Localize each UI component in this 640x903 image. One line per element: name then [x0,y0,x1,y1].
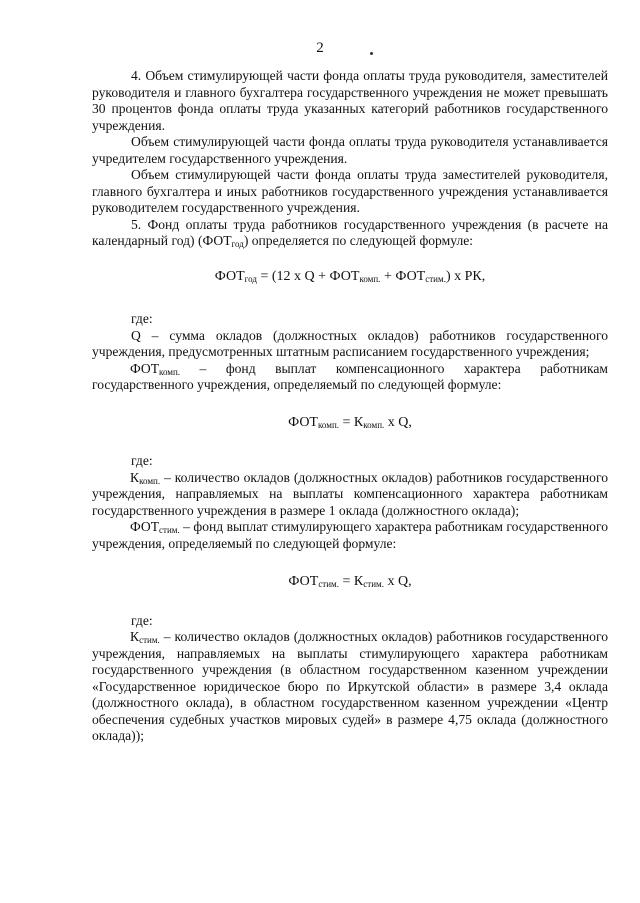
scan-mark [370,52,373,55]
formula-fot-komp [92,415,608,432]
f1-sub-komp: комп. [359,273,381,284]
where-label-1: где: [131,311,153,326]
f1-sub-god: год [244,273,257,284]
paragraph-head-stimulus: Объем стимулирующей части фонда оплаты труда руководителя устанавливается учредителем государственного учреждения. [92,134,608,166]
definition-q: Q – сумма окладов (должностных окладов) работников государственного учреждения, предусмотренных штатным расписанием государственного учреждения; [92,327,608,359]
where-label-2: где: [131,453,153,468]
f1-part2: ) х РК, [445,268,486,284]
definition-k-stim [92,629,608,745]
f3-rest: х Q, [383,574,412,589]
d-k-komp-sub: комп. [139,475,161,486]
f2-fot: ФОТ [288,414,318,430]
formula-fot-stim [92,574,608,591]
definition-fot-stim [92,519,608,552]
f3-k: К [353,574,364,589]
f2-sub: комп. [318,419,340,430]
f2-k: К [353,414,364,430]
definition-k-komp [92,470,608,520]
d-k-komp-term: К [130,469,140,485]
paragraph-item-4: 4. Объем стимулирующей части фонда оплаты труда руководителя, заместителей руководителя и главного бухгалтера государственного учреждения не может превышать 30 процентов фонда оплаты труда указанных категорий работников государственного учреждения. [92,68,608,133]
f1-part1: = (12 х Q + [256,268,330,284]
definition-fot-komp [92,361,608,394]
f2-sub-k: комп. [363,419,385,430]
p5-text-a: 5. Фонд оплаты труда работников государственного учреждения (в расчете на календарный год) ( [92,216,608,248]
d-fot-stim-term: ФОТ [130,519,160,534]
f1-plus: + [380,268,396,284]
f3-sub-k: стим. [363,579,384,589]
page-number: 2 [316,40,324,56]
d-k-stim-text: – количество окладов (должностных окладов) работников государственного учреждения, направляемых на выплаты стимулирующего характера работникам государственного учреждения (в областном государственном казенном учреждении «Государственное юридическое бюро по Иркутской области» в размере 3,4 оклада (должностного оклада), в областном государственном казенном учреждении «Центр обеспечения судебных участков мировых судей» в размере 4,75 оклада (должностного оклада)); [92,629,608,743]
f1-fot2: ФОТ [329,268,360,284]
f2-eq: = [339,414,354,430]
d-fot-komp-term: ФОТ [130,360,160,376]
f3-sub: стим. [318,579,340,589]
d-k-stim-term: К [130,629,140,644]
p5-text-b: ) определяется по следующей формуле: [243,233,474,248]
document-body [92,68,608,745]
p5-fot: ФОТ [202,233,232,248]
d-fot-komp-text: – фонд выплат компенсационного характера работникам государственного учреждения, определяемый по следующей формуле: [92,360,608,392]
f3-fot: ФОТ [288,574,319,589]
f2-rest: х Q, [384,414,412,430]
d-k-stim-sub: стим. [139,635,160,645]
p5-fot-sub: год [231,239,244,249]
formula-fot-year [92,269,608,286]
f1-sub-stim: стим. [425,273,446,284]
d-fot-komp-sub: комп. [159,366,181,377]
where-label-3: где: [131,612,153,628]
paragraph-item-5 [92,217,608,250]
d-k-komp-text: – количество окладов (должностных окладов) работников государственного учреждения, направляемых на выплаты компенсационного характера работникам государственного учреждения в размере 1 оклада (должностного оклада); [92,469,608,518]
f3-eq: = [339,574,354,589]
d-fot-stim-sub: стим. [159,525,180,535]
f1-fot3: ФОТ [395,268,426,284]
paragraph-deputies-stimulus: Объем стимулирующей части фонда оплаты труда заместителей руководителя, главного бухгалтера и иных работников государственного учреждения устанавливается руководителем государственного учреждения. [92,167,608,215]
f1-fot: ФОТ [214,268,245,284]
d-fot-stim-text: – фонд выплат стимулирующего характера работникам государственного учреждения, определяемый по следующей формуле: [92,519,608,551]
